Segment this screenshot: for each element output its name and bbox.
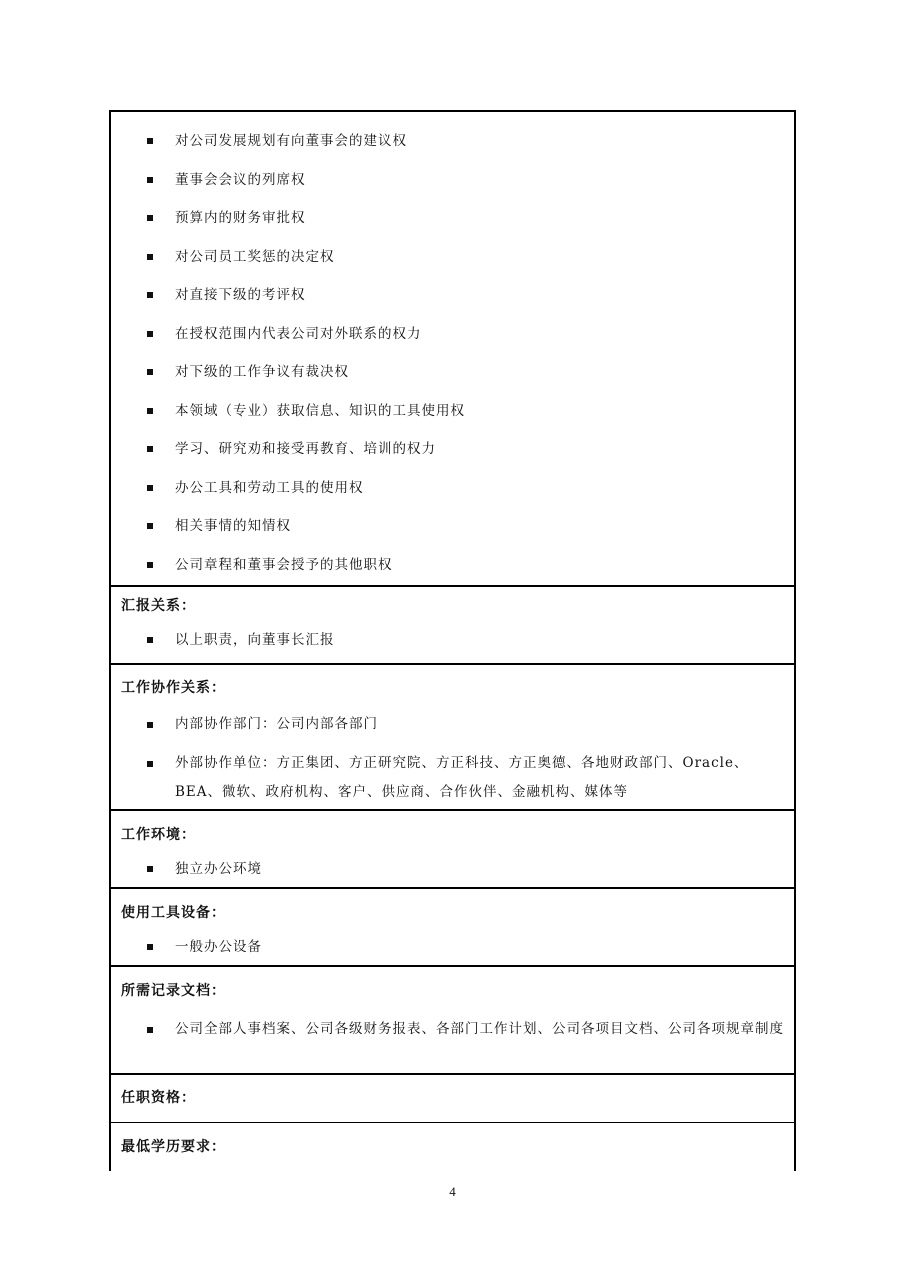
list-item: 对直接下级的考评权 <box>111 276 794 315</box>
section-heading: 工作环境： <box>121 827 196 843</box>
list-item: 一般办公设备 <box>111 933 794 961</box>
authority-list <box>111 122 794 584</box>
bullet-icon <box>147 292 153 298</box>
reporting-section <box>111 587 794 665</box>
list-item: 公司章程和董事会授予的其他职权 <box>111 546 794 585</box>
list-item: 相关事情的知情权 <box>111 507 794 546</box>
list-item: 董事会会议的列席权 <box>111 161 794 200</box>
authority-section <box>111 112 794 587</box>
list-item: 外部协作单位：方正集团、方正研究院、方正科技、方正奥德、各地财政部门、Oracle、BEA、微软、政府机构、客户、供应商、合作伙伴、金融机构、媒体等 <box>111 749 794 807</box>
section-heading: 所需记录文档： <box>121 983 226 999</box>
bullet-icon <box>147 138 153 144</box>
list-item: 对下级的工作争议有裁决权 <box>111 353 794 392</box>
page-number: 4 <box>449 1184 456 1199</box>
bullet-icon <box>147 637 153 643</box>
bullet-icon <box>147 177 153 183</box>
list-item: 本领域（专业）获取信息、知识的工具使用权 <box>111 392 794 431</box>
bullet-icon <box>147 446 153 452</box>
list-item: 预算内的财务审批权 <box>111 199 794 238</box>
bullet-icon <box>147 254 153 260</box>
list-item: 办公工具和劳动工具的使用权 <box>111 469 794 508</box>
environment-section <box>111 811 794 889</box>
bullet-icon <box>147 944 153 950</box>
list-item: 对公司发展规划有向董事会的建议权 <box>111 122 794 161</box>
bullet-icon <box>147 562 153 568</box>
list-item: 独立办公环境 <box>111 855 794 883</box>
list-item: 对公司员工奖惩的决定权 <box>111 238 794 277</box>
list-item: 内部协作部门：公司内部各部门 <box>111 711 794 737</box>
bullet-icon <box>147 369 153 375</box>
section-heading: 使用工具设备： <box>121 905 226 921</box>
list-item: 公司全部人事档案、公司各级财务报表、各部门工作计划、公司各项目文档、公司各项规章制度 <box>111 1015 794 1044</box>
qualifications-section <box>111 1075 794 1123</box>
bullet-icon <box>147 866 153 872</box>
bullet-icon <box>147 408 153 414</box>
education-section <box>111 1123 794 1171</box>
bullet-icon <box>147 215 153 221</box>
section-heading: 工作协作关系： <box>121 680 226 696</box>
section-heading: 汇报关系： <box>121 598 196 614</box>
bullet-icon <box>147 1027 153 1033</box>
collaboration-section <box>111 665 794 811</box>
job-description-table <box>109 110 796 1171</box>
bullet-icon <box>147 722 153 728</box>
section-heading: 最低学历要求： <box>121 1139 226 1155</box>
list-item: 以上职责，向董事长汇报 <box>111 626 794 654</box>
bullet-icon <box>147 523 153 529</box>
records-section <box>111 967 794 1075</box>
equipment-section <box>111 889 794 967</box>
bullet-icon <box>147 485 153 491</box>
bullet-icon <box>147 761 153 767</box>
list-item: 学习、研究劝和接受再教育、培训的权力 <box>111 430 794 469</box>
section-heading: 任职资格： <box>121 1090 196 1106</box>
list-item: 在授权范围内代表公司对外联系的权力 <box>111 315 794 354</box>
bullet-icon <box>147 331 153 337</box>
